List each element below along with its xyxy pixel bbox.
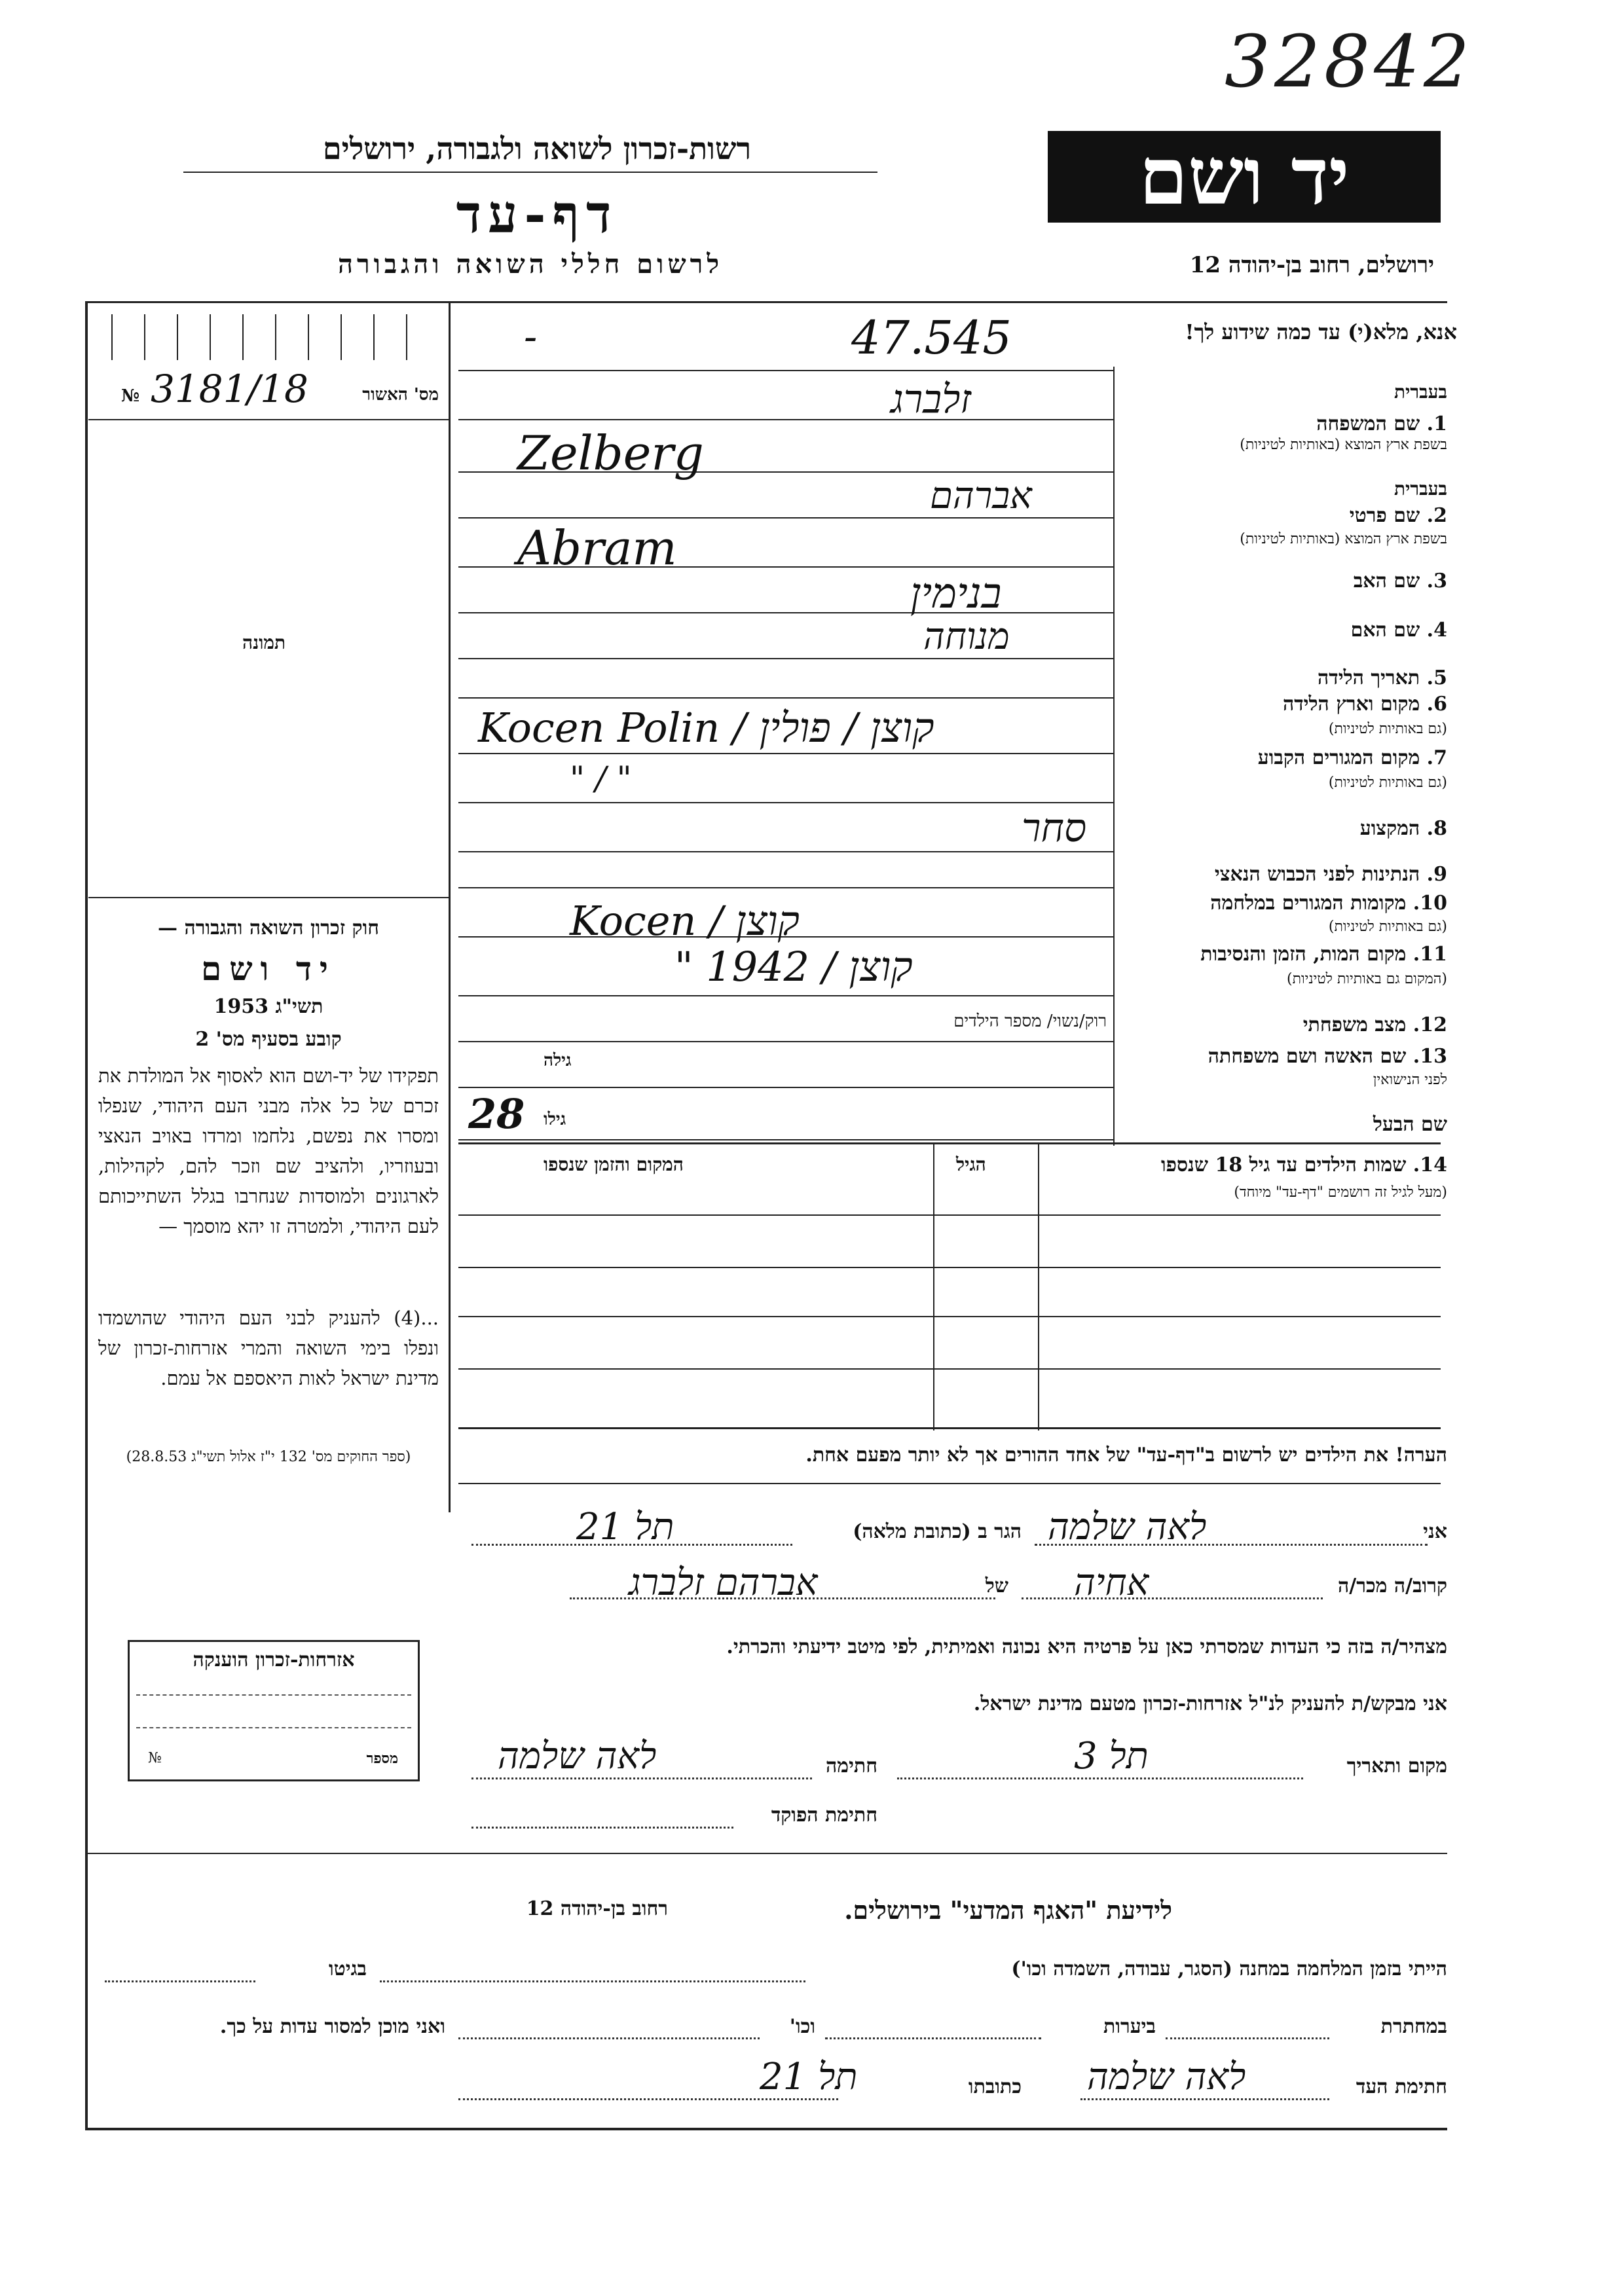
children-age-header: הגיל bbox=[956, 1154, 986, 1175]
field-6-sub: (גם באותיות לטיניות) bbox=[1328, 721, 1447, 737]
witness-address-dots bbox=[458, 2098, 838, 2100]
children-sub: (מעל לגיל זה רושמים "דף-עד" מיוחד) bbox=[1234, 1184, 1447, 1201]
left-column-border bbox=[449, 301, 451, 1512]
approval-number: 3181/18 bbox=[151, 367, 308, 411]
row-line-11 bbox=[458, 995, 1113, 996]
ready-text: ואני מוכן למסור עדות על כך. bbox=[219, 2015, 445, 2038]
children-col-2 bbox=[1038, 1142, 1039, 1430]
surname-latin: Zelberg bbox=[517, 426, 704, 481]
law-text-2: ...(4) להעניק לבני העם היהודי שהושמדו ונפלו בימי השואה והמרי אזרחות-זכרון של מדינת ישראל לאות היאספם אל עמם. bbox=[98, 1307, 439, 1389]
form-top-line bbox=[85, 301, 1447, 303]
relation-line bbox=[1022, 1597, 1323, 1599]
witness-sig-value: לאה שלמה bbox=[1087, 2056, 1246, 2098]
forests-label: ביערות bbox=[1103, 2015, 1156, 2038]
approval-no-sign: № bbox=[121, 386, 140, 406]
of-value: אברהם זלברג bbox=[629, 1561, 818, 1604]
reference-number: 47.545 bbox=[851, 311, 1012, 365]
camp-dots bbox=[380, 1980, 805, 1982]
footer-address: רחוב בן-יהודה 12 bbox=[526, 1897, 668, 1920]
husband-label: שם הבעל bbox=[1373, 1113, 1447, 1136]
yad-vashem-logo: יד ושם bbox=[1048, 131, 1441, 223]
etc-dots bbox=[458, 2037, 760, 2039]
witness-address-value: תל 21 bbox=[760, 2056, 858, 2098]
wartime-residence-value: Kocen / קוצן bbox=[570, 897, 800, 945]
children-col-1 bbox=[933, 1142, 934, 1430]
law-year: תשי"ג 1953 bbox=[213, 995, 323, 1018]
witness-sig-label: חתימת העד bbox=[1356, 2075, 1447, 2098]
place-date-line bbox=[897, 1777, 1303, 1779]
signature-line bbox=[471, 1777, 812, 1779]
note-bottom-line bbox=[458, 1483, 1441, 1484]
citizenship-no: № bbox=[148, 1750, 162, 1766]
field-11-sub: (המקום גם באותיות לטיניות) bbox=[1287, 971, 1447, 987]
witness-sig-dots bbox=[1080, 2098, 1329, 2100]
underground-label: במחתרת bbox=[1380, 2015, 1447, 2038]
reference-dash: - bbox=[524, 314, 538, 360]
husband-age-value: 28 bbox=[468, 1090, 525, 1138]
children-line-3 bbox=[458, 1316, 1441, 1317]
death-value: " 1942 / קוצן bbox=[674, 943, 913, 991]
surname-hebrew: זלברג bbox=[891, 376, 971, 422]
intro-text: אנא, מלא(י) עד כמה שידוע לך! bbox=[1185, 319, 1457, 344]
wife-age-label: גילה bbox=[544, 1051, 572, 1070]
authority-heading: רשות-זכרון לשואה ולגבורה, ירושלים bbox=[322, 131, 752, 166]
field1-lang-he: בעברית bbox=[1393, 381, 1447, 403]
approval-label: מס' האשור bbox=[362, 385, 439, 405]
law-title: חוק זכרון השואה והגבורה — bbox=[158, 917, 379, 939]
field-3-label: 3. שם האב bbox=[1353, 570, 1447, 592]
officer-line bbox=[471, 1827, 733, 1829]
children-place-header: המקום והזמן שנספו bbox=[544, 1154, 684, 1175]
residence-value: " / " bbox=[570, 759, 632, 797]
children-line-5 bbox=[458, 1427, 1441, 1429]
signature-value: לאה שלמה bbox=[498, 1735, 657, 1777]
row-line-1a bbox=[458, 370, 1113, 371]
camp-line: הייתי בזמן המלחמה במחנה (הסגר, עבודה, השמדה וכו') bbox=[1011, 1958, 1447, 1980]
field-13-sub: לפני הנישואין bbox=[1373, 1072, 1447, 1088]
row-line-12 bbox=[458, 1041, 1113, 1042]
declarant-address-label: הגר ב (כתובת מלאה) bbox=[853, 1520, 1022, 1543]
children-top-line bbox=[458, 1142, 1441, 1144]
footer-top-line bbox=[85, 1853, 1447, 1854]
form-bottom-line bbox=[85, 2128, 1447, 2130]
husband-age-label: גילו bbox=[544, 1110, 566, 1129]
row-line-3 bbox=[458, 612, 1113, 613]
etc-label: וכו' bbox=[789, 2015, 815, 2038]
field-1-label: 1. שם המשפחה bbox=[1316, 412, 1447, 435]
law-section: קובע בסעיף מס' 2 bbox=[195, 1028, 342, 1051]
authority-underline bbox=[183, 172, 877, 173]
place-date-value: תל 3 bbox=[1074, 1735, 1149, 1777]
header-address: ירושלים, רחוב בן-יהודה 12 bbox=[1189, 252, 1434, 278]
children-label: 14. שמות הילדים עד גיל 18 שנספו bbox=[1160, 1154, 1447, 1176]
witness-address-label: כתובתו bbox=[968, 2075, 1022, 2098]
children-line-2 bbox=[458, 1267, 1441, 1268]
declarant-name: לאה שלמה bbox=[1048, 1506, 1207, 1548]
field2-lang-origin: בשפת ארץ המוצא (באותיות לטיניות) bbox=[1240, 531, 1447, 547]
field-13-label: 13. שם האשה ושם משפחתה bbox=[1208, 1045, 1447, 1068]
form-subtitle: לרשום חללי השואה והגבורה bbox=[337, 249, 724, 280]
photo-bottom-line bbox=[88, 897, 449, 898]
law-source: (ספר החוקים מס' 132 י"ז אלול תשי"ג 28.8.53) bbox=[126, 1449, 411, 1465]
declarant-address: 21 תל bbox=[576, 1506, 674, 1548]
citizenship-title: אזרחות-זכרון הוענקה bbox=[193, 1649, 355, 1671]
field-5-label: 5. תאריך הלידה bbox=[1318, 666, 1447, 689]
field1-lang-origin: בשפת ארץ המוצא (באותיות לטיניות) bbox=[1240, 437, 1447, 453]
archive-number: 32842 bbox=[1225, 20, 1473, 103]
note-text: הערה! את הילדים יש לרשום ב"דף-עד" של אחד ההורים אך לא יותר מפעם אחת. bbox=[805, 1444, 1447, 1467]
relation-label: קרוב/ה מכר/ה bbox=[1338, 1575, 1447, 1597]
label-column-border bbox=[1113, 367, 1115, 1146]
row-line-4 bbox=[458, 658, 1113, 659]
field-10-label: 10. מקומות המגורים במלחמה bbox=[1210, 892, 1447, 915]
relation-value: אחיה bbox=[1074, 1561, 1149, 1604]
marital-status-options: רוק/נשוי/ מספר הילדים bbox=[953, 1011, 1107, 1031]
request-text: אני מבקש/ת להעניק לנ"ל אזרחות-זכרון מטעם מדינת ישראל. bbox=[973, 1692, 1447, 1715]
ghetto-dots bbox=[105, 1980, 255, 1982]
profession-value: סחר bbox=[1022, 805, 1087, 851]
children-line-1 bbox=[458, 1214, 1441, 1216]
field-10-sub: (גם באותיות לטיניות) bbox=[1328, 919, 1447, 935]
underground-dots bbox=[1166, 2037, 1329, 2039]
forests-dots bbox=[825, 2037, 1041, 2039]
firstname-hebrew: אברהם bbox=[930, 475, 1032, 517]
row-line-7 bbox=[458, 802, 1113, 803]
row-line-14 bbox=[458, 1139, 1113, 1140]
of-label: של bbox=[985, 1575, 1008, 1597]
row-line-2a bbox=[458, 517, 1113, 519]
field-4-label: 4. שם האם bbox=[1350, 619, 1447, 642]
field-9-label: 9. הנתינות לפני הכבוש הנאצי bbox=[1214, 863, 1447, 886]
row-line-13 bbox=[458, 1087, 1113, 1088]
row-line-5 bbox=[458, 697, 1113, 699]
officer-label: חתימת הפוקד bbox=[771, 1804, 877, 1827]
declarant-i-label: אני bbox=[1423, 1520, 1447, 1543]
photo-label: תמונה bbox=[242, 632, 286, 653]
row-line-9 bbox=[458, 887, 1113, 888]
field-8-label: 8. המקצוע bbox=[1359, 817, 1447, 840]
firstname-latin: Abram bbox=[517, 520, 677, 575]
birthplace-value: Kocen Polin / קוצן / פולין bbox=[478, 704, 934, 752]
field-11-label: 11. מקום המות, הזמן והנסיבות bbox=[1200, 943, 1447, 966]
field-12-label: 12. מצב משפחתי bbox=[1302, 1013, 1447, 1036]
field-2-label: 2. שם פרטי bbox=[1349, 504, 1447, 527]
field2-lang-he: בעברית bbox=[1393, 478, 1447, 500]
father-name: בנימין bbox=[910, 570, 1002, 618]
citizenship-number-label: מספר bbox=[366, 1750, 398, 1767]
row-line-8 bbox=[458, 851, 1113, 852]
approval-line bbox=[88, 419, 449, 420]
field-6-label: 6. מקום וארץ הלידה bbox=[1282, 693, 1447, 716]
children-line-4 bbox=[458, 1368, 1441, 1370]
signature-label: חתימה bbox=[826, 1755, 877, 1777]
law-name: יד ושם bbox=[201, 949, 336, 988]
law-text: תפקידו של יד-ושם הוא לאסוף אל המולדת את זכרם של כל אלה מבני העם היהודי, שנפלו ומסרו את נפשם, נלחמו ומרדו באויב הנאצי ובעוזריו, ולהציב שם וזכר להם, לקהילות, לארגונים ולמוסדות שנחרבו בגלל השתייכותם לעם היהודי, ולמטרה זו יהא מוסמך — bbox=[98, 1065, 439, 1237]
row-line-1b bbox=[458, 419, 1113, 420]
field-7-sub: (גם באותיות לטיניות) bbox=[1328, 774, 1447, 791]
ghetto-label: בגיטו bbox=[328, 1958, 367, 1980]
footer-title: לידיעת "האגף המדעי" בירושלים. bbox=[844, 1895, 1172, 1925]
citizenship-box bbox=[128, 1640, 420, 1781]
row-line-6 bbox=[458, 753, 1113, 754]
form-title: דף-עד bbox=[456, 183, 618, 245]
declaration-text: מצהיר/ה בזה כי העדות שמסרתי כאן על פרטיה היא נכונה ואמיתית, לפי מיטב ידיעתי והכרתי. bbox=[726, 1635, 1447, 1658]
place-date-label: מקום ותאריך bbox=[1346, 1755, 1447, 1777]
field-7-label: 7. מקום המגורים הקבוע bbox=[1257, 746, 1447, 769]
mother-name: מנוחה bbox=[923, 615, 1010, 658]
approval-ticks bbox=[111, 314, 426, 360]
